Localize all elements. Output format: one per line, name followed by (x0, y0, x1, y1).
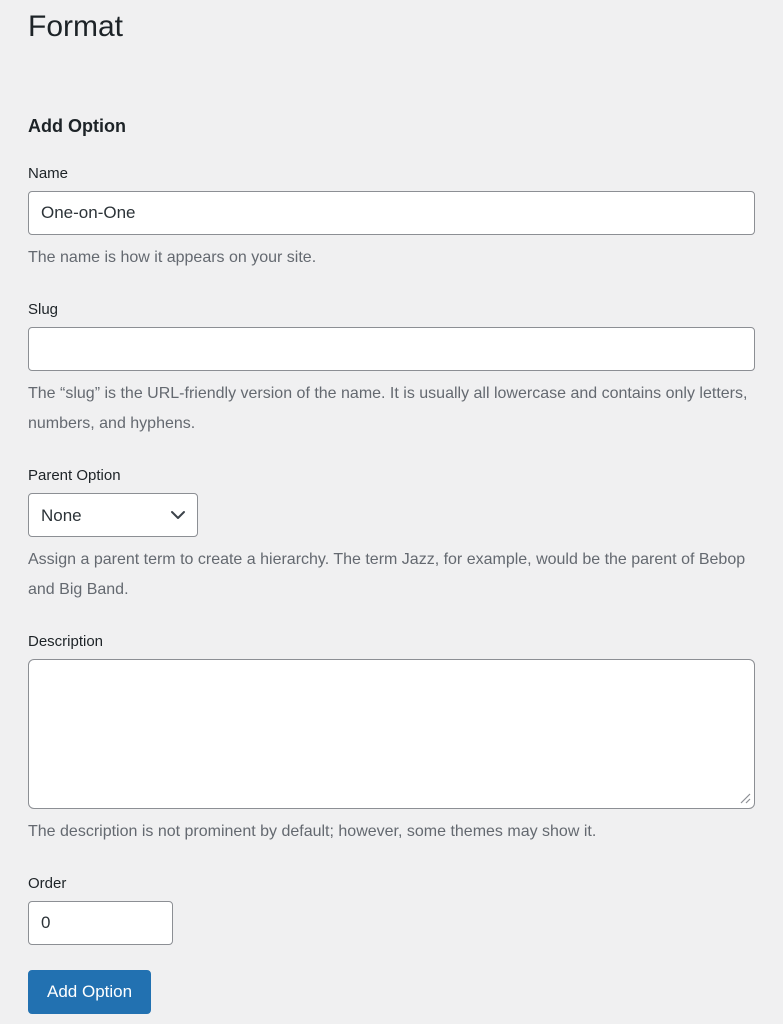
name-input[interactable] (28, 191, 755, 235)
parent-option-label: Parent Option (28, 467, 121, 484)
name-help-text: The name is how it appears on your site. (28, 249, 317, 266)
description-help-text: The description is not prominent by default; however, some themes may show it. (28, 823, 597, 840)
description-field-group (28, 633, 755, 847)
description-textarea[interactable] (28, 659, 755, 809)
parent-option-select[interactable] (28, 493, 198, 537)
name-field-group (28, 165, 755, 273)
order-label: Order (28, 875, 67, 892)
description-label: Description (28, 633, 104, 650)
slug-input[interactable] (28, 327, 755, 371)
slug-field-group (28, 301, 755, 439)
order-field-group (28, 875, 755, 945)
description-textarea-wrap (28, 659, 755, 809)
page-title: Format (28, 10, 124, 43)
add-option-form (28, 165, 755, 1014)
slug-label: Slug (28, 301, 59, 318)
name-label: Name (28, 165, 69, 182)
slug-help-text: The “slug” is the URL-friendly version of the name. It is usually all lowercase and contains only letters, numbers, and hyphens. (28, 385, 748, 432)
order-input[interactable] (28, 901, 173, 945)
parent-option-field-group (28, 467, 755, 605)
parent-option-select-wrap (28, 493, 198, 537)
add-option-heading: Add Option (28, 116, 126, 136)
parent-option-help-text: Assign a parent term to create a hierarchy. The term Jazz, for example, would be the parent of Bebop and Big Band. (28, 551, 746, 598)
add-option-button[interactable]: Add Option (28, 970, 151, 1014)
